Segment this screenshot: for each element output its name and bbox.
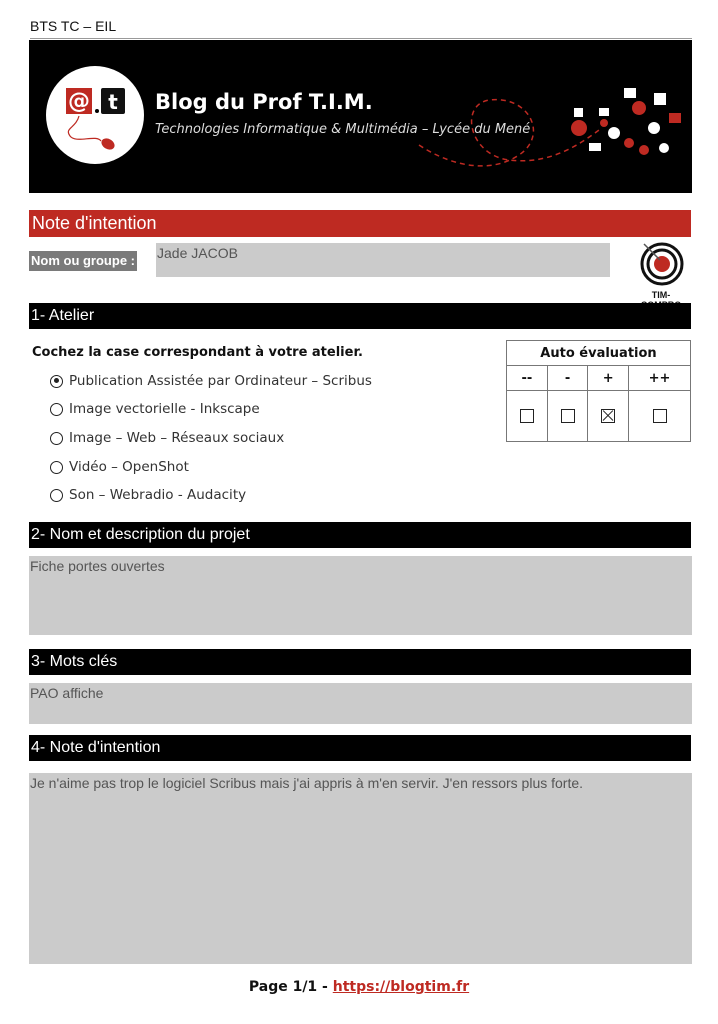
- target-icon: [632, 240, 690, 286]
- radio-empty-icon[interactable]: [50, 489, 63, 502]
- radio-option-inkscape[interactable]: [50, 399, 260, 419]
- section-4-title: 4- Note d'intention: [29, 735, 691, 761]
- radio-selected-icon[interactable]: [50, 375, 63, 388]
- radio-label: Image – Web – Réseaux sociaux: [69, 430, 285, 446]
- section-1-title: 1- Atelier: [29, 303, 691, 329]
- radio-empty-icon[interactable]: [50, 432, 63, 445]
- header-rule: [30, 38, 692, 39]
- self-evaluation-title: Auto évaluation: [507, 341, 691, 366]
- intention-field[interactable]: Je n'aime pas trop le logiciel Scribus mais j'ai appris à m'en servir. J'en ressors plus forte.: [29, 773, 692, 964]
- blog-logo: [46, 66, 144, 164]
- radio-option-web[interactable]: [50, 428, 284, 448]
- eval-level-label: ++: [629, 366, 691, 391]
- eval-level-label: +: [588, 366, 629, 391]
- blog-title: Blog du Prof T.I.M.: [155, 90, 373, 114]
- self-evaluation-table: [506, 340, 691, 442]
- radio-empty-icon[interactable]: [50, 461, 63, 474]
- radio-label: Son – Webradio - Audacity: [69, 487, 247, 503]
- svg-text:t: t: [108, 90, 118, 114]
- radio-option-son[interactable]: [50, 485, 246, 505]
- radio-label: Image vectorielle - Inkscape: [69, 401, 260, 417]
- radio-option-video[interactable]: [50, 457, 189, 477]
- eval-level-label: -: [547, 366, 588, 391]
- radio-label: Publication Assistée par Ordinateur – Scribus: [69, 373, 372, 389]
- radio-label: Vidéo – OpenShot: [69, 459, 189, 475]
- tim-compro-label: TIM-: [651, 290, 671, 300]
- course-label: BTS TC – EIL: [30, 18, 117, 34]
- checkbox-very-low[interactable]: [520, 409, 534, 423]
- tim-compro-logo: [632, 240, 690, 300]
- page-footer: [0, 979, 718, 995]
- keywords-field[interactable]: PAO affiche: [29, 683, 692, 724]
- checkbox-very-high[interactable]: [653, 409, 667, 423]
- page-number: Page 1/1 -: [248, 979, 333, 995]
- section-3-title: 3- Mots clés: [29, 649, 691, 675]
- tech-icons-cloud-icon: [559, 78, 689, 163]
- checkbox-low[interactable]: [561, 409, 575, 423]
- document-title: Note d'intention: [29, 210, 691, 237]
- atelier-instruction: Cochez la case correspondant à votre atelier.: [32, 345, 363, 360]
- svg-text:@: @: [68, 89, 90, 114]
- blog-banner: [29, 40, 692, 193]
- name-field[interactable]: Jade JACOB: [156, 243, 610, 277]
- project-description-field[interactable]: Fiche portes ouvertes: [29, 556, 692, 635]
- blog-subtitle: Technologies Informatique & Multimédia – Lycée du Mené: [155, 122, 531, 137]
- checkbox-high-checked[interactable]: [601, 409, 615, 423]
- name-label: Nom ou groupe :: [29, 251, 137, 271]
- blog-link[interactable]: https://blogtim.fr: [332, 979, 470, 995]
- radio-option-pao[interactable]: [50, 371, 372, 391]
- section-2-title: 2- Nom et description du projet: [29, 522, 691, 548]
- radio-empty-icon[interactable]: [50, 403, 63, 416]
- eval-level-label: --: [507, 366, 548, 391]
- at-t-logo-icon: [46, 66, 144, 164]
